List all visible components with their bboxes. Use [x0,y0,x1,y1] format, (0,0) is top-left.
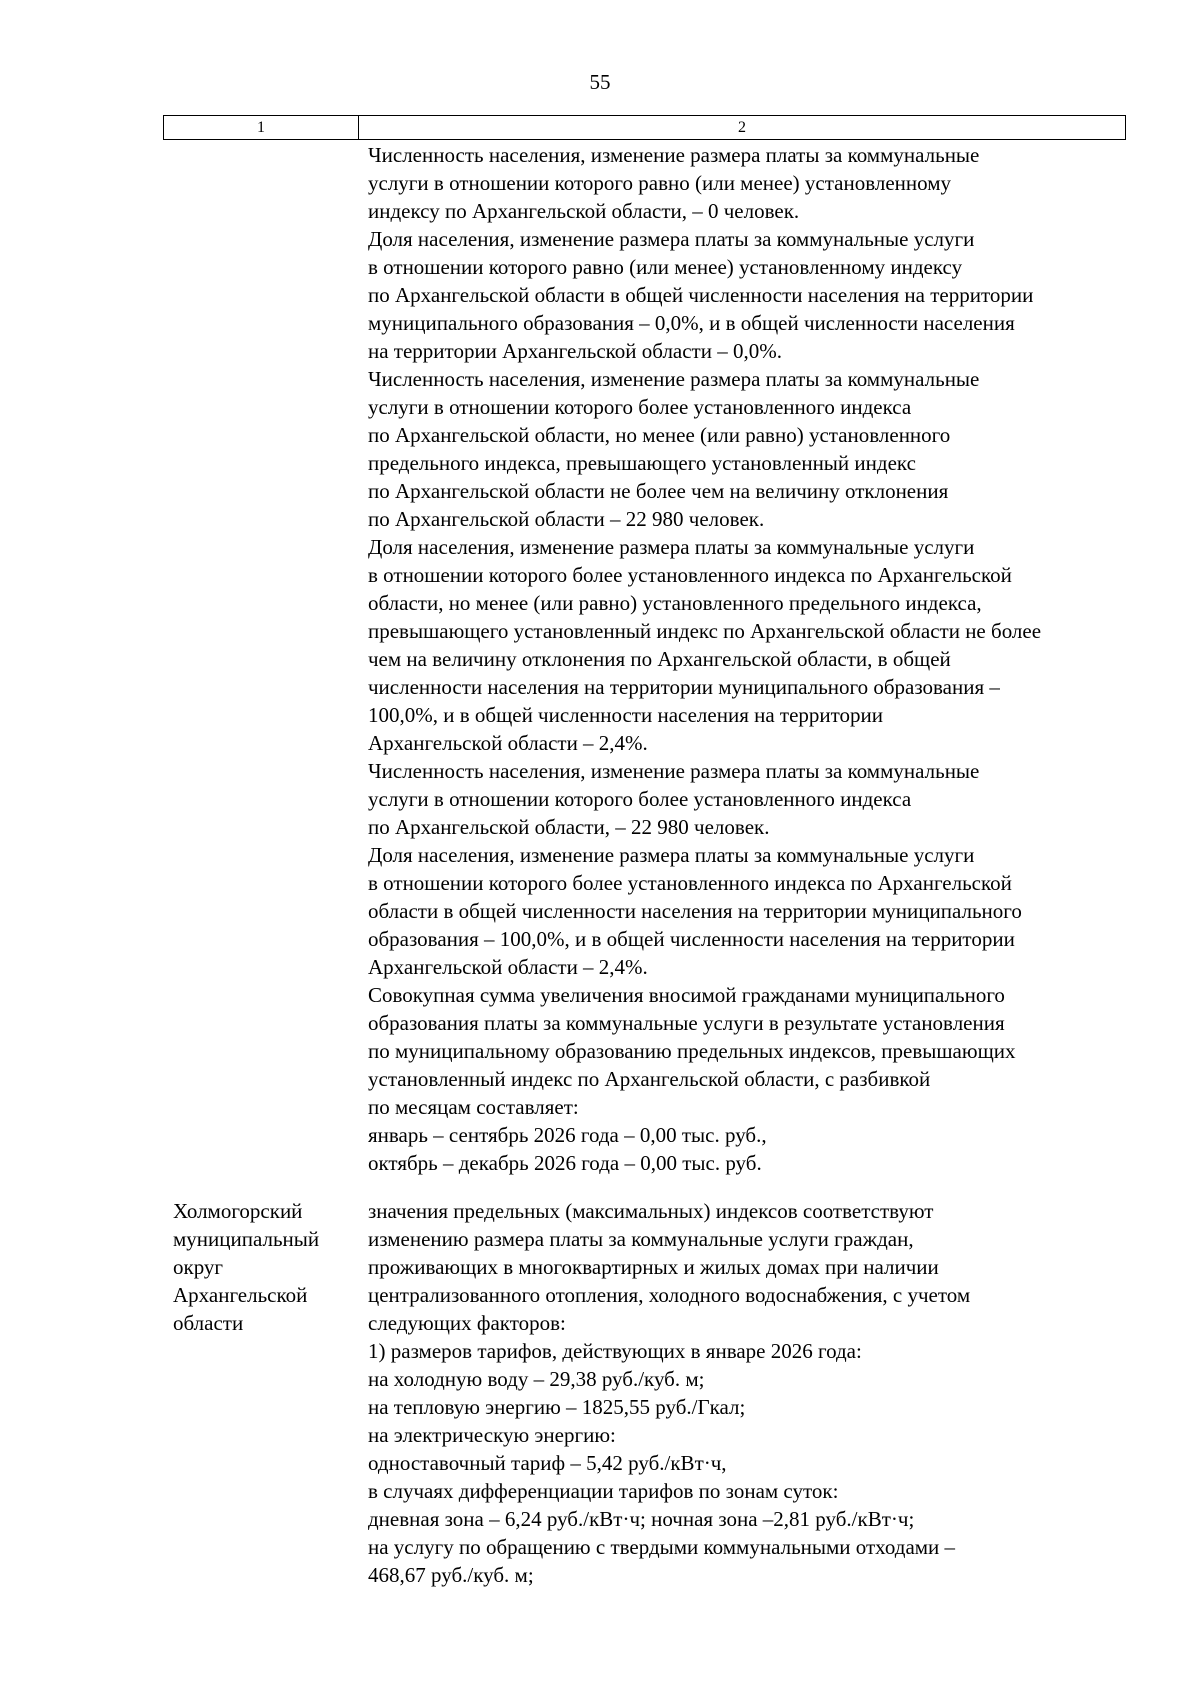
municipality-name-line: муниципальный [173,1227,320,1251]
text-line: предельного индекса, превышающего установленный индекс [368,451,916,475]
text-line: одноставочный тариф – 5,42 руб./кВт·ч, [368,1451,727,1475]
text-line: Численность населения, изменение размера платы за коммунальные [368,143,980,167]
text-line: на тепловую энергию – 1825,55 руб./Гкал; [368,1395,746,1419]
table-header-col-2: 2 [738,119,746,136]
text-line: в отношении которого более установленного индекса по Архангельской [368,871,1012,895]
text-line: области в общей численности населения на территории муниципального [368,899,1022,923]
text-line: на холодную воду – 29,38 руб./куб. м; [368,1367,705,1391]
text-line: Архангельской области – 2,4%. [368,731,648,755]
text-line: по Архангельской области, – 22 980 человек. [368,815,770,839]
text-line: дневная зона – 6,24 руб./кВт·ч; ночная зона –2,81 руб./кВт·ч; [368,1507,915,1531]
table-header-row [163,115,1126,140]
text-line: области, но менее (или равно) установленного предельного индекса, [368,591,982,615]
municipality-name-line: округ [173,1255,224,1279]
text-line: образования платы за коммунальные услуги в результате установления [368,1011,1005,1035]
text-line: изменению размера платы за коммунальные услуги граждан, [368,1227,914,1251]
continuation-text [368,141,1041,1177]
text-line: превышающего установленный индекс по Архангельской области не более [368,619,1042,643]
text-line: на территории Архангельской области – 0,0%. [368,339,782,363]
text-line: Доля населения, изменение размера платы за коммунальные услуги [368,843,975,867]
text-line: установленный индекс по Архангельской области, с разбивкой [368,1067,931,1091]
page-number: 55 [589,70,611,94]
text-line: услуги в отношении которого более установленного индекса [368,787,912,811]
text-line: в отношении которого более установленного индекса по Архангельской [368,563,1012,587]
text-line: Доля населения, изменение размера платы за коммунальные услуги [368,227,975,251]
text-line: Численность населения, изменение размера платы за коммунальные [368,759,980,783]
text-line: проживающих в многоквартирных и жилых домах при наличии [368,1255,939,1279]
text-line: на электрическую энергию: [368,1423,616,1447]
text-line: образования – 100,0%, и в общей численности населения на территории [368,927,1015,951]
text-line: по месяцам составляет: [368,1095,579,1119]
text-line: 468,67 руб./куб. м; [368,1563,534,1587]
text-line: по Архангельской области не более чем на величину отклонения [368,479,949,503]
text-line: 100,0%, и в общей численности населения на территории [368,703,884,727]
municipality-name-line: Холмогорский [173,1199,303,1223]
text-line: муниципального образования – 0,0%, и в общей численности населения [368,311,1015,335]
municipality-name-line: области [173,1311,244,1335]
text-line: Доля населения, изменение размера платы за коммунальные услуги [368,535,975,559]
municipality-text [368,1197,970,1589]
text-line: чем на величину отклонения по Архангельской области, в общей [368,647,951,671]
text-line: по Архангельской области – 22 980 человек. [368,507,765,531]
text-line: Совокупная сумма увеличения вносимой гражданами муниципального [368,983,1005,1007]
text-line: по Архангельской области, но менее (или равно) установленного [368,423,951,447]
text-line: январь – сентябрь 2026 года – 0,00 тыс. руб., [368,1123,767,1147]
municipality-name-line: Архангельской [173,1283,308,1307]
text-line: в отношении которого равно (или менее) установленному индексу [368,255,963,279]
text-line: значения предельных (максимальных) индексов соответствуют [368,1199,934,1223]
text-line: индексу по Архангельской области, – 0 человек. [368,199,800,223]
text-line: октябрь – декабрь 2026 года – 0,00 тыс. руб. [368,1151,762,1175]
text-line: по Архангельской области в общей численности населения на территории [368,283,1034,307]
text-line: на услугу по обращению с твердыми коммунальными отходами – [368,1535,956,1559]
municipality-name [173,1197,319,1337]
text-line: Численность населения, изменение размера платы за коммунальные [368,367,980,391]
text-line: Архангельской области – 2,4%. [368,955,648,979]
text-line: услуги в отношении которого более установленного индекса [368,395,912,419]
text-line: услуги в отношении которого равно (или менее) установленному [368,171,952,195]
text-line: следующих факторов: [368,1311,566,1335]
table-header-col-1: 1 [164,116,359,139]
text-line: в случаях дифференциации тарифов по зонам суток: [368,1479,839,1503]
text-line: численности населения на территории муниципального образования – [368,675,1000,699]
text-line: по муниципальному образованию предельных индексов, превышающих [368,1039,1016,1063]
text-line: централизованного отопления, холодного водоснабжения, с учетом [368,1283,971,1307]
text-line: 1) размеров тарифов, действующих в январе 2026 года: [368,1339,862,1363]
